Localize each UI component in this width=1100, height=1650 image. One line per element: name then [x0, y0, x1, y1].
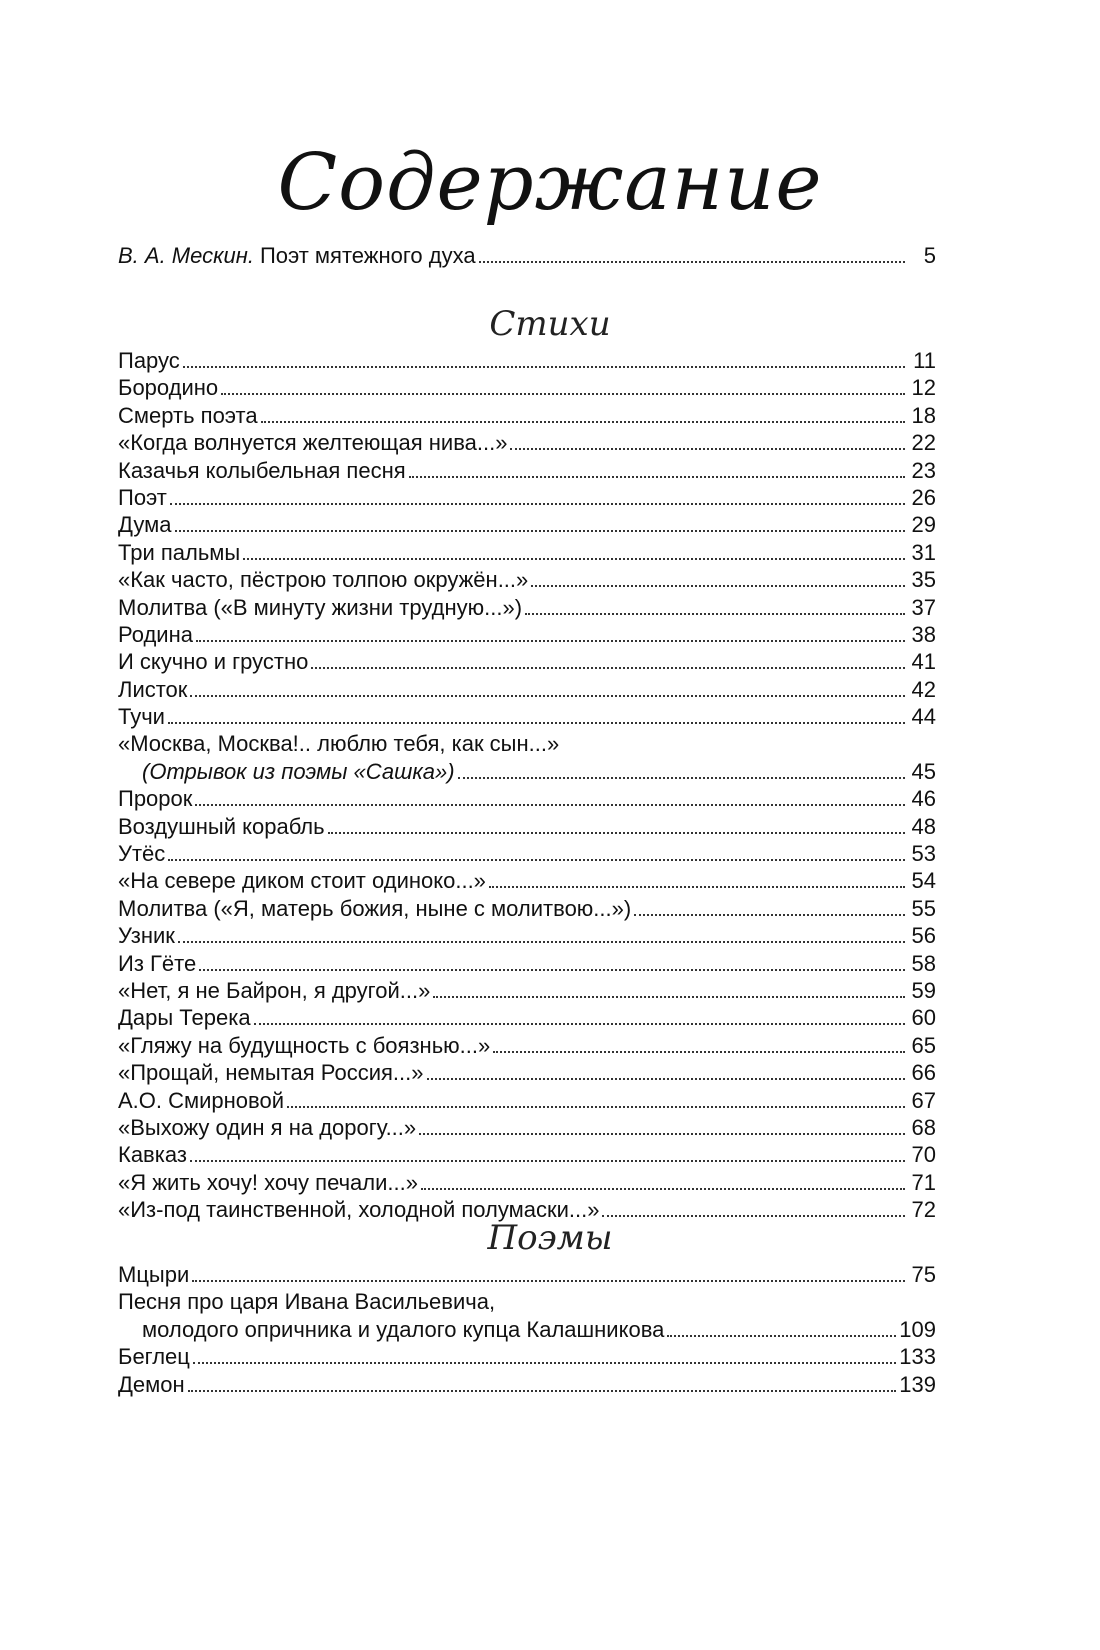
toc-entry[interactable] [118, 648, 936, 675]
intro-list [118, 242, 936, 269]
entry-page: 29 [911, 512, 936, 538]
entry-title: Утёс [118, 841, 166, 867]
toc-entry[interactable] [118, 1169, 936, 1196]
leader-dots [190, 1141, 905, 1162]
entry-page: 31 [911, 539, 936, 565]
toc-entry[interactable] [118, 539, 936, 566]
entry-page: 22 [911, 430, 936, 456]
entry-title: Три пальмы [118, 539, 241, 565]
leader-dots [170, 484, 905, 505]
toc-entry[interactable] [118, 457, 936, 484]
leader-dots [667, 1316, 896, 1337]
entry-title: Беглец [118, 1344, 190, 1370]
leader-dots [196, 621, 905, 642]
entry-title: Смерть поэта [118, 402, 258, 428]
entry-page: 18 [911, 402, 936, 428]
leader-dots [634, 895, 905, 916]
toc-entry[interactable] [118, 840, 936, 867]
entry-title: «Гляжу на будущность с боязнью...» [118, 1032, 491, 1058]
toc-entry[interactable] [118, 922, 936, 949]
leader-dots [221, 374, 905, 395]
entry-page: 38 [911, 621, 936, 647]
leader-dots [479, 242, 905, 263]
toc-entry[interactable] [118, 813, 936, 840]
toc-entry[interactable] [118, 1316, 936, 1343]
toc-entry[interactable] [118, 1261, 936, 1288]
toc-entry[interactable] [118, 703, 936, 730]
toc-list-poems [118, 347, 936, 1224]
entry-title: Парус [118, 348, 180, 373]
toc-entry[interactable] [118, 1059, 936, 1086]
leader-dots [493, 1032, 905, 1053]
entry-title: Песня про царя Ивана Васильевича, [118, 1289, 496, 1315]
entry-page: 60 [911, 1005, 936, 1031]
leader-dots [243, 539, 905, 560]
entry-page: 54 [911, 868, 936, 894]
toc-entry[interactable] [118, 594, 936, 621]
toc-entry[interactable] [118, 730, 936, 757]
entry-title: Кавказ [118, 1142, 187, 1168]
entry-title: «Москва, Москва!.. люблю тебя, как сын...» [118, 731, 560, 757]
entry-page: 11 [913, 348, 936, 373]
entry-title: Демон [118, 1371, 185, 1397]
entry-title: (Отрывок из поэмы «Сашка») [142, 758, 455, 784]
entry-title: «Нет, я не Байрон, я другой...» [118, 977, 431, 1003]
entry-title: «Прощай, немытая Россия...» [118, 1060, 424, 1086]
leader-dots [188, 1371, 897, 1392]
entry-page: 71 [911, 1169, 936, 1195]
entry-page: 66 [911, 1060, 936, 1086]
entry-title: Из Гёте [118, 950, 197, 976]
entry-page: 53 [911, 841, 936, 867]
entry-page: 133 [899, 1344, 936, 1370]
toc-entry[interactable] [118, 402, 936, 429]
entry-title: Пророк [118, 786, 193, 812]
toc-entry[interactable] [118, 1004, 936, 1031]
leader-dots [421, 1169, 905, 1190]
entry-page: 109 [899, 1316, 936, 1342]
entry-page: 46 [911, 786, 936, 812]
leader-dots [458, 758, 905, 779]
entry-page: 37 [911, 594, 936, 620]
entry-title: Молитва («В минуту жизни трудную...») [118, 594, 523, 620]
leader-dots [427, 1059, 906, 1080]
entry-page: 139 [899, 1371, 936, 1397]
entry-page: 23 [911, 457, 936, 483]
toc-entry[interactable] [118, 511, 936, 538]
leader-dots [192, 1261, 905, 1282]
leader-dots [183, 347, 905, 368]
entry-title: молодого опричника и удалого купца Калашникова [142, 1316, 665, 1342]
section-heading-long-poems: Поэмы [487, 1218, 613, 1258]
leader-dots [178, 922, 905, 943]
entry-title: А.О. Смирновой [118, 1087, 285, 1113]
leader-dots [311, 648, 905, 669]
entry-page: 44 [911, 704, 936, 730]
toc-entry[interactable] [118, 867, 936, 894]
toc-entry[interactable] [118, 977, 936, 1004]
entry-title: Дума [118, 512, 172, 538]
leader-dots [168, 840, 905, 861]
toc-entry[interactable] [118, 621, 936, 648]
toc-entry[interactable] [118, 758, 936, 785]
toc-entry[interactable] [118, 950, 936, 977]
entry-page: 12 [911, 375, 936, 401]
entry-title: Молитва («Я, матерь божия, ныне с молитвою...») [118, 895, 632, 921]
leader-dots [254, 1004, 905, 1025]
leader-dots [287, 1087, 905, 1108]
toc-entry[interactable] [118, 374, 936, 401]
toc-entry[interactable] [118, 429, 936, 456]
toc-entry[interactable] [118, 347, 936, 374]
entry-page: 26 [911, 484, 936, 510]
entry-page: 35 [911, 567, 936, 593]
toc-entry[interactable] [118, 1343, 936, 1370]
entry-title: Поэт [118, 484, 167, 510]
entry-title: Дары Терека [118, 1005, 251, 1031]
entry-page: 55 [911, 895, 936, 921]
entry-title: Родина [118, 621, 193, 647]
toc-entry[interactable] [118, 676, 936, 703]
entry-title: Узник [118, 923, 175, 949]
leader-dots [525, 594, 905, 615]
entry-title: «Из-под таинственной, холодной полумаски...» [118, 1197, 600, 1223]
leader-dots [328, 813, 905, 834]
leader-dots [193, 1343, 896, 1364]
entry-title: «Как часто, пёстрою толпою окружён...» [118, 567, 529, 593]
section-heading-poems: Стихи [489, 304, 611, 344]
entry-page: 42 [911, 676, 936, 702]
entry-title: Бородино [118, 375, 219, 401]
leader-dots [531, 566, 905, 587]
entry-page: 75 [911, 1262, 936, 1287]
leader-dots [175, 511, 906, 532]
leader-dots [261, 402, 905, 423]
toc-entry[interactable] [118, 1114, 936, 1141]
entry-page: 68 [911, 1114, 936, 1140]
toc-entry[interactable] [118, 1032, 936, 1059]
entry-page: 41 [911, 649, 936, 675]
toc-entry[interactable] [118, 785, 936, 812]
entry-page: 45 [911, 758, 936, 784]
entry-title: Тучи [118, 704, 165, 730]
entry-title: Казачья колыбельная песня [118, 457, 406, 483]
entry-title: И скучно и грустно [118, 649, 309, 675]
entry-page: 67 [911, 1087, 936, 1113]
leader-dots [190, 676, 905, 697]
entry-author: В. А. Мескин. [118, 243, 254, 268]
toc-entry[interactable] [118, 566, 936, 593]
entry-page: 58 [911, 950, 936, 976]
entry-title: Листок [118, 676, 188, 702]
entry-title: Поэт мятежного духа [259, 243, 476, 268]
leader-dots [433, 977, 905, 998]
toc-list-long-poems [118, 1261, 936, 1398]
toc-entry[interactable] [118, 1087, 936, 1114]
entry-page: 56 [911, 923, 936, 949]
toc-entry[interactable] [118, 1141, 936, 1168]
entry-title: «Когда волнуется желтеющая нива...» [118, 430, 508, 456]
entry-page: 70 [911, 1142, 936, 1168]
entry-title: «Выхожу один я на дорогу...» [118, 1114, 417, 1140]
entry-page: 72 [911, 1197, 936, 1223]
entry-page: 65 [911, 1032, 936, 1058]
leader-dots [195, 785, 905, 806]
toc-entry[interactable] [118, 484, 936, 511]
page-title: Содержание [277, 138, 823, 228]
toc-entry[interactable] [118, 1371, 936, 1398]
leader-dots [419, 1114, 905, 1135]
entry-title: «На севере диком стоит одиноко...» [118, 868, 486, 894]
toc-entry[interactable] [118, 895, 936, 922]
leader-dots [602, 1196, 905, 1217]
entry-title: «Я жить хочу! хочу печали...» [118, 1169, 418, 1195]
toc-entry[interactable] [118, 1288, 936, 1315]
toc-entry-intro[interactable] [118, 242, 936, 269]
leader-dots [510, 429, 905, 450]
leader-dots [199, 950, 905, 971]
entry-title: Воздушный корабль [118, 813, 325, 839]
leader-dots [489, 867, 905, 888]
entry-page: 59 [911, 977, 936, 1003]
leader-dots [168, 703, 905, 724]
entry-title: Мцыри [118, 1262, 190, 1287]
entry-page: 5 [923, 243, 936, 268]
entry-page: 48 [911, 813, 936, 839]
leader-dots [409, 457, 905, 478]
